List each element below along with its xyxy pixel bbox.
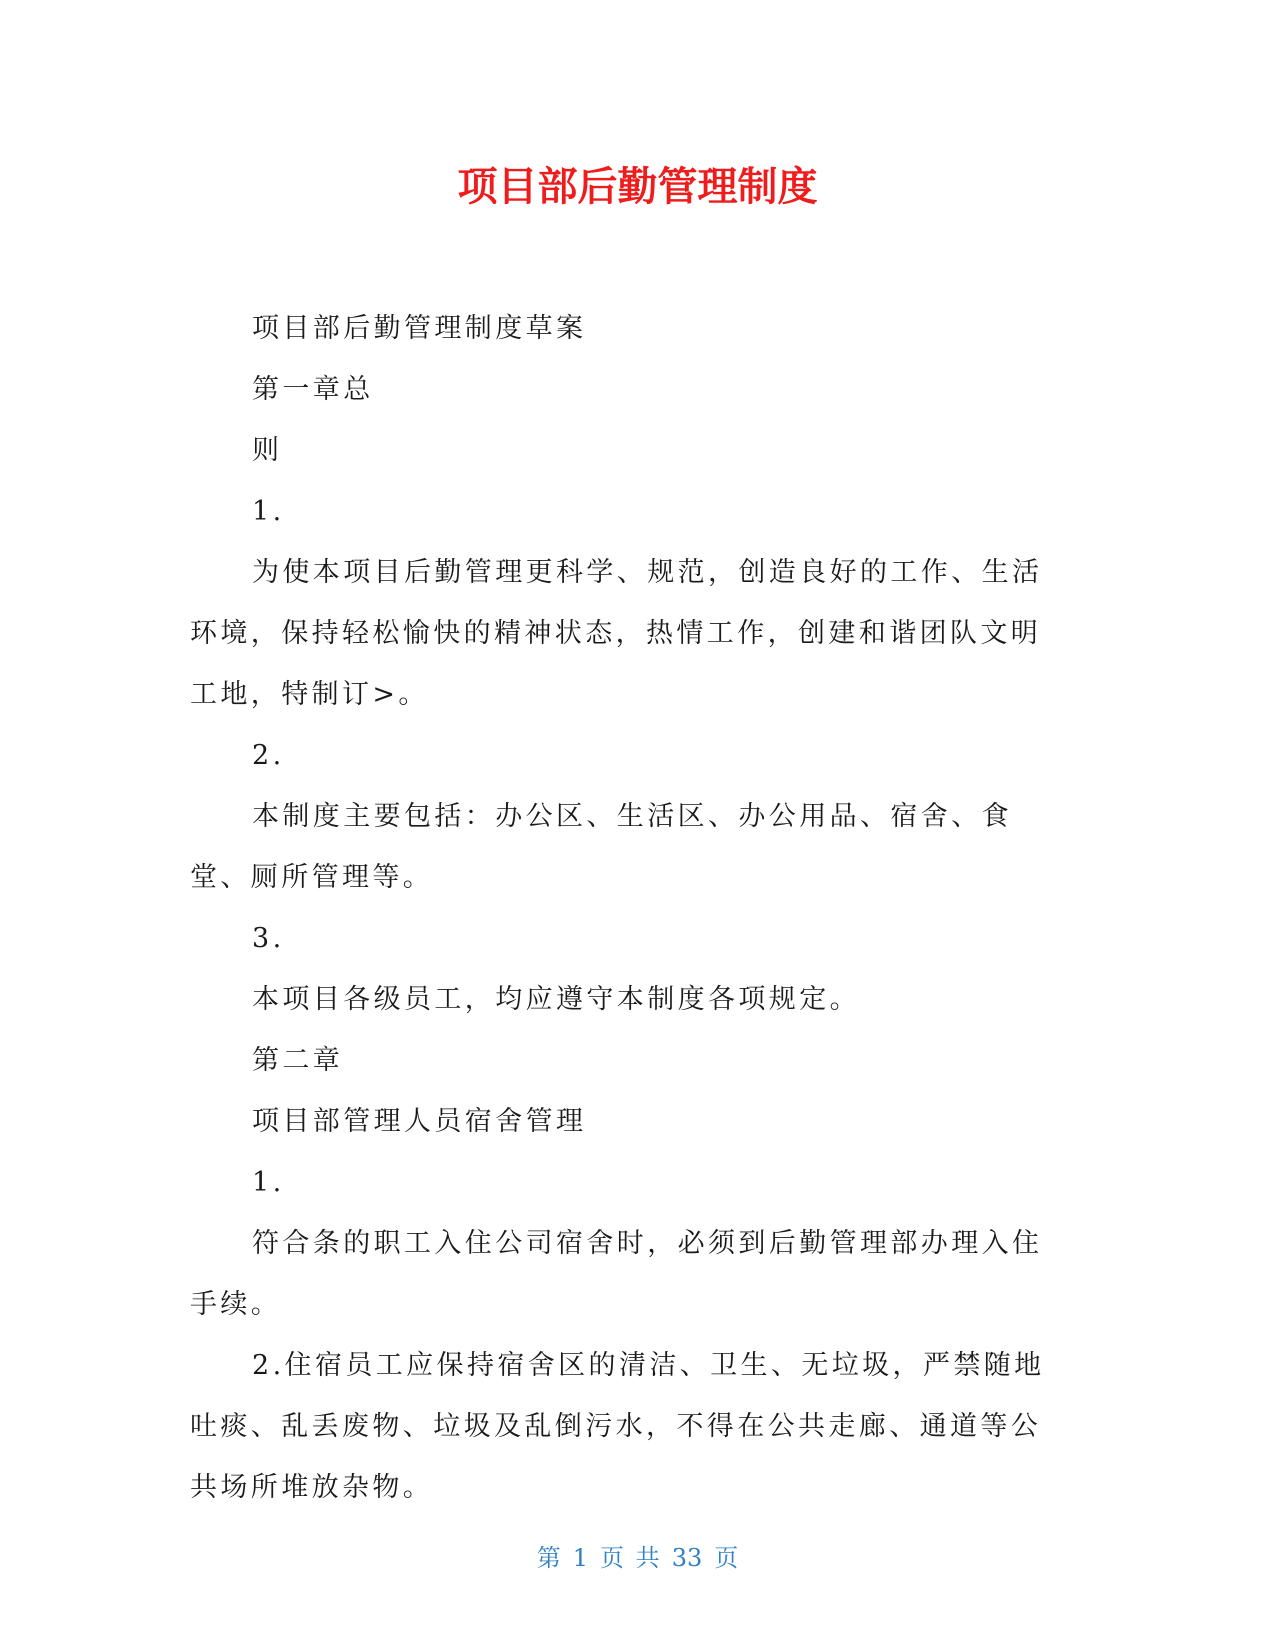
footer-page-suffix: 页 bbox=[714, 1544, 739, 1572]
paragraph-compliance: 本项目各级员工，均应遵守本制度各项规定。 bbox=[252, 984, 860, 1015]
paragraph-hygiene: 2.住宿员工应保持宿舍区的清洁、卫生、无垃圾，严禁随地吐痰、乱丢废物、垃圾及乱倒污水，不得在公共走廊、通道等公共场所堆放杂物。 bbox=[190, 1350, 1045, 1503]
footer-page-number: 1 bbox=[572, 1544, 589, 1572]
paragraph-chapter-1-heading: 第一章总 bbox=[252, 374, 374, 405]
footer-page-prefix: 第 bbox=[536, 1544, 561, 1572]
paragraph-item-number: 1. bbox=[252, 1167, 285, 1198]
paragraph-chapter-2-title: 项目部管理人员宿舍管理 bbox=[252, 1106, 587, 1137]
paragraph-draft-heading: 项目部后勤管理制度草案 bbox=[252, 313, 587, 344]
footer-page-middle: 页 共 bbox=[600, 1544, 660, 1572]
document-body bbox=[190, 298, 1062, 1518]
paragraph-check-in: 符合条的职工入住公司宿舍时，必须到后勤管理部办理入住手续。 bbox=[190, 1228, 1043, 1320]
paragraph-chapter-1-heading-cont: 则 bbox=[252, 435, 283, 466]
paragraph-item-number: 3. bbox=[252, 923, 285, 954]
document-title: 项目部后勤管理制度 bbox=[457, 164, 818, 210]
page-footer bbox=[0, 1543, 1275, 1573]
paragraph-item-number: 1. bbox=[252, 496, 285, 527]
paragraph-scope: 本制度主要包括：办公区、生活区、办公用品、宿舍、食堂、厕所管理等。 bbox=[190, 801, 1012, 893]
paragraph-chapter-2-heading: 第二章 bbox=[252, 1045, 344, 1076]
paragraph-item-number: 2. bbox=[252, 740, 285, 771]
footer-page-total: 33 bbox=[671, 1544, 703, 1572]
paragraph-purpose: 为使本项目后勤管理更科学、规范，创造良好的工作、生活环境，保持轻松愉快的精神状态，热情工作，创建和谐团队文明工地，特制订>。 bbox=[190, 557, 1043, 710]
